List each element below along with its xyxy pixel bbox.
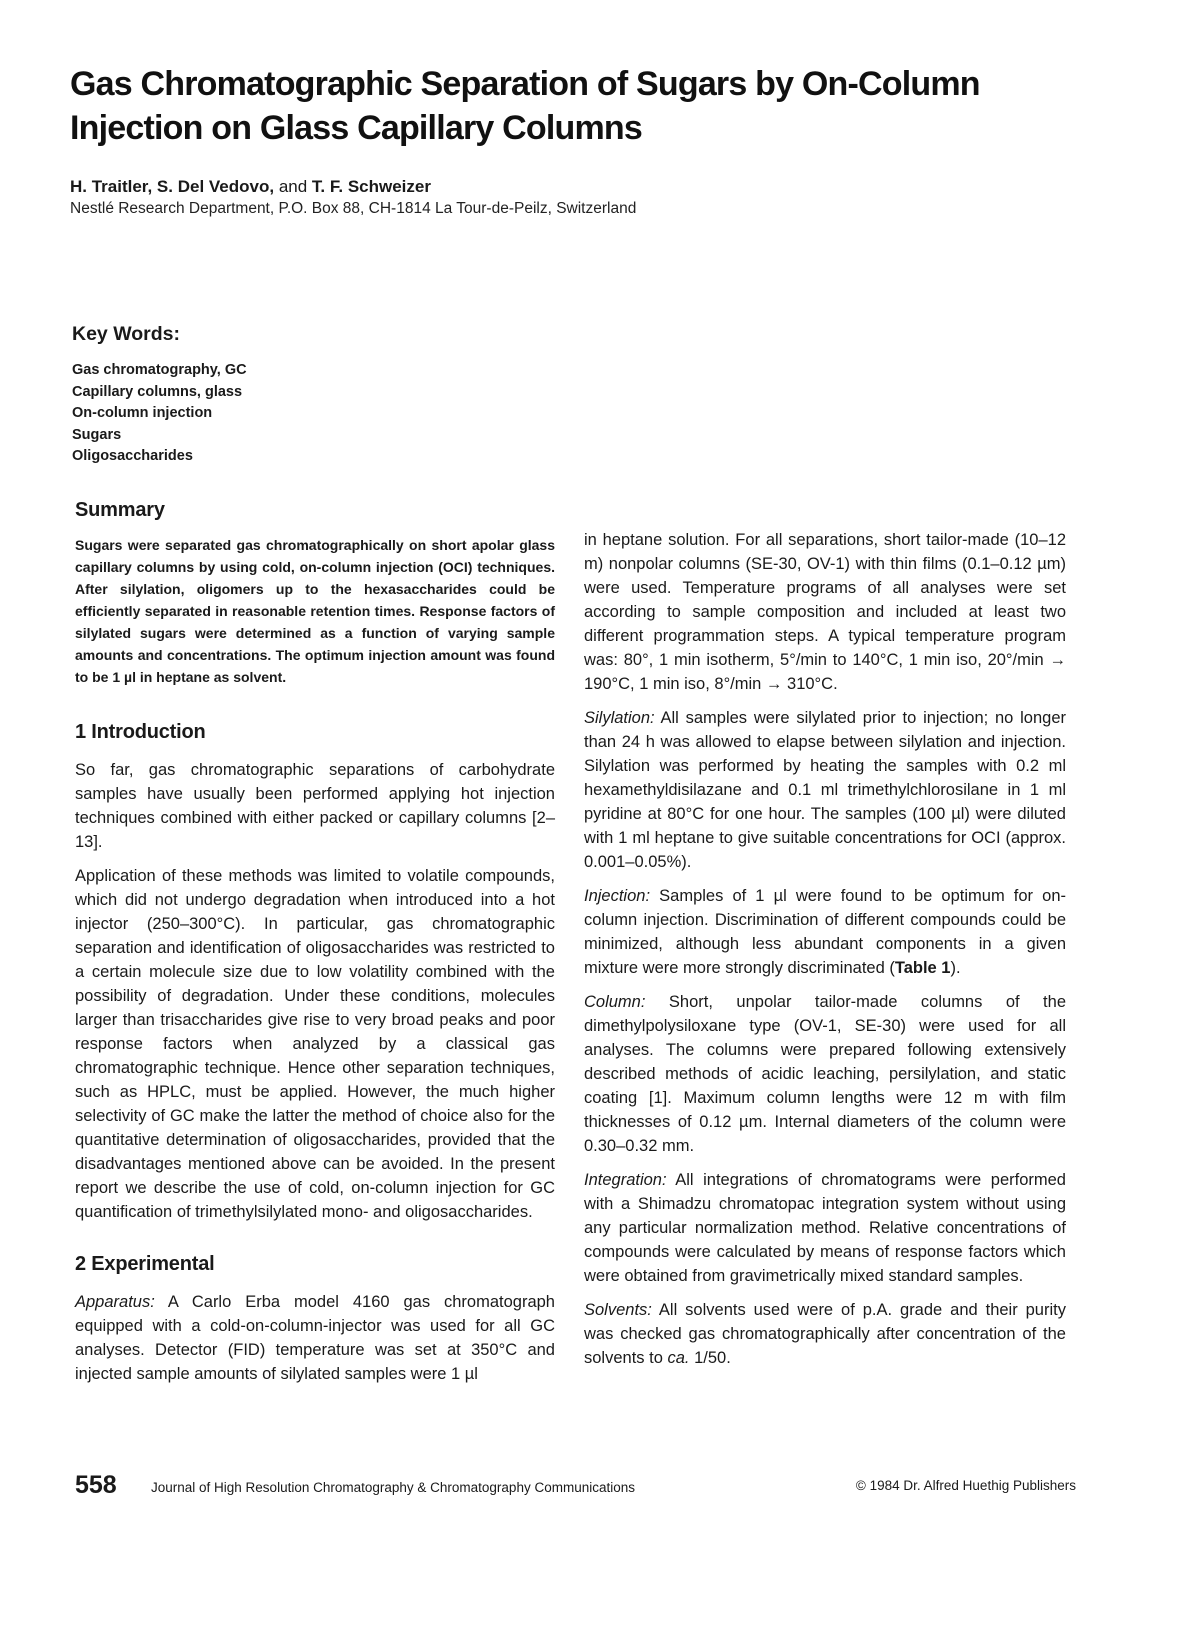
- column-label: Column:: [584, 993, 646, 1011]
- keyword-item: Capillary columns, glass: [72, 383, 243, 400]
- intro-paragraph-1: So far, gas chromatographic separations of carbohydrate samples have usually been performed applying hot injection techniques combined with either packed or capillary columns [2–13].: [75, 761, 555, 851]
- injection-label: Injection:: [584, 887, 651, 905]
- keyword-item: Sugars: [72, 426, 122, 443]
- integration-label: Integration:: [584, 1171, 667, 1189]
- keyword-item: Gas chromatography, GC: [72, 362, 247, 378]
- summary-text: Sugars were separated gas chromatographically on short apolar glass capillary columns by using cold, on-column injection (OCI) techniques. After silylation, oligomers up to the hexasaccharides could be efficiently separated in reasonable retention times. Response factors of silylated sugars were determined as a function of varying sample amounts and concentrations. The optimum injection amount was found to be 1 µl in heptane as solvent.: [75, 537, 555, 685]
- intro-paragraph-2: Application of these methods was limited to volatile compounds, which did not undergo degradation when introduced into a hot injector (250–300°C). In particular, gas chromatographic separation and identification of oligosaccharides was restricted to a certain molecule size due to low volatility combined with the possibility of degradation. Under these conditions, molecules larger than trisaccharides give rise to very broad peaks and poor response factors when analyzed by a classical gas chromatographic technique. Hence other separation techniques, such as HPLC, must be applied. However, the much higher selectivity of GC make the latter the method of choice also for the quantitative determination of oligosaccharides, provided that the disadvantages mentioned above can be avoided. In the present report we describe the use of cold, on-column injection for GC quantification of trimethylsilylated mono- and oligosaccharides.: [75, 867, 555, 1221]
- journal-name: Journal of High Resolution Chromatography & Chromatography Communications: [151, 1480, 635, 1495]
- keywords-list: [72, 360, 247, 468]
- apparatus-continued: in heptane solution. For all separations, short tailor-made (10–12 m) nonpolar columns (SE-30, OV-1) with thin films (0.1–0.12 µm) were used. Temperature programs of all analyses were set according to sample composition and included at least two different programmation steps. A typical temperature program was: 80°, 1 min isotherm, 5°/min to 140°C, 1 min iso, 20°/min → 190°C, 1 min iso, 8°/min → 310°C.: [584, 531, 1066, 693]
- silylation-paragraph: [584, 706, 1066, 874]
- left-column: [75, 496, 555, 1396]
- affiliation: Nestlé Research Department, P.O. Box 88, CH-1814 La Tour-de-Peilz, Switzerland: [70, 200, 637, 217]
- integration-paragraph: [584, 1168, 1066, 1288]
- author-list: [70, 176, 431, 198]
- solvents-paragraph: [584, 1298, 1066, 1370]
- experimental-heading: 2 Experimental: [75, 1253, 215, 1275]
- paper-title: [70, 62, 1150, 150]
- page-footer: [75, 1471, 1075, 1501]
- apparatus-paragraph: [75, 1290, 555, 1386]
- apparatus-text: A Carlo Erba model 4160 gas chromatograph equipped with a cold-on-column-injector was used for all GC analyses. Detector (FID) temperature was set at 350°C and injected sample amounts of silylated samples were 1 µl: [75, 1293, 555, 1383]
- introduction-heading: 1 Introduction: [75, 721, 206, 743]
- author-names: H. Traitler, S. Del Vedovo,: [70, 177, 275, 196]
- keyword-item: On-column injection: [72, 405, 213, 421]
- solvents-end: 1/50.: [694, 1349, 731, 1367]
- column-paragraph: [584, 990, 1066, 1158]
- author-and: and: [278, 177, 308, 196]
- solvents-ca: ca.: [667, 1349, 690, 1367]
- injection-paragraph: [584, 884, 1066, 980]
- silylation-label: Silylation:: [584, 709, 655, 727]
- table-1-reference: Table 1: [894, 959, 951, 977]
- copyright-notice: © 1984 Dr. Alfred Huethig Publishers: [855, 1478, 1076, 1493]
- integration-text: All integrations of chromatograms were performed with a Shimadzu chromatopac integration system without using any particular normalization method. Relative concentrations of compounds were calculated by means of response factors which were obtained from gravimetrically mixed standard samples.: [584, 1171, 1066, 1285]
- right-column: [584, 528, 1066, 1380]
- apparatus-label: Apparatus:: [75, 1293, 155, 1311]
- injection-text: Samples of 1 µl were found to be optimum for on-column injection. Discrimination of different compounds could be minimized, although less abundant components in a given mixture were more strongly discriminated (: [584, 887, 1066, 977]
- solvents-label: Solvents:: [584, 1301, 652, 1319]
- summary-heading: Summary: [75, 499, 165, 521]
- injection-end: ).: [950, 959, 961, 977]
- keywords-heading: Key Words:: [72, 323, 180, 345]
- keyword-item: Oligosaccharides: [72, 448, 193, 464]
- silylation-text: All samples were silylated prior to injection; no longer than 24 h was allowed to elapse between silylation and injection. Silylation was performed by heating the samples with 0.2 ml hexamethyldisilazane and 0.1 ml trimethylchlorosilane in 1 ml pyridine at 80°C for one hour. The samples (100 µl) were diluted with 1 ml heptane to give suitable concentrations for OCI (approx. 0.001–0.05%).: [584, 709, 1066, 871]
- page-number: 558: [75, 1471, 117, 1499]
- solvents-text: All solvents used were of p.A. grade and their purity was checked gas chromatographically after concentration of the solvents to: [584, 1301, 1066, 1367]
- author-last: T. F. Schweizer: [311, 177, 431, 196]
- column-text: Short, unpolar tailor-made columns of the dimethylpolysiloxane type (OV-1, SE-30) were used for all analyses. The columns were prepared following extensively described methods of acidic leaching, persilylation, and static coating [1]. Maximum column lengths were 12 m with film thicknesses of 0.12 µm. Internal diameters of the column were 0.30–0.32 mm.: [584, 993, 1066, 1155]
- title-line-1: Gas Chromatographic Separation of Sugars by On-Column: [70, 65, 980, 103]
- title-line-2: Injection on Glass Capillary Columns: [70, 109, 642, 147]
